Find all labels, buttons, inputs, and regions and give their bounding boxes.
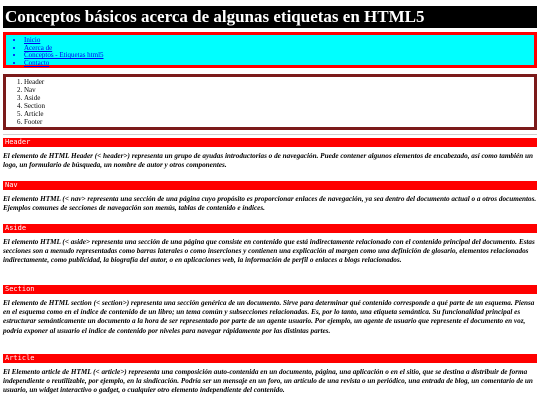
nav-link-contacto[interactable]: Contacto <box>24 58 50 67</box>
section-text-aside: El elemento HTML (< aside> representa una sección de una página que consiste en contenido que está indirectamente relacionado con el contenido principal del documento. Estas secciones son a menudo representadas como barras laterales o como inserciones y contienen una explicación al margen como una definición de glosario, elementos relacionados indirectamente, como publicidad, la biografía del autor, o en aplicaciones web, la información de perfil o enlaces a blogs relacionados. <box>3 238 535 265</box>
nav-item-contacto <box>24 60 104 68</box>
nav-list <box>6 37 104 67</box>
section-text-article: El Elemento article de HTML (< article>) representa una composición auto-contenida en un documento, página, una aplicación o en el sitio, que se destina a distribuir de forma independiente o reutilizable, por ejemplo, en la sindicación. Podría ser un mensaje en un foro, un artículo de una revista o un periódico, una entrada de blog, un comentario de un usuario, un widget interactivo o gadget, o cualquier otro elemento independiente del contenido. <box>3 368 533 395</box>
nav-menu <box>3 32 537 68</box>
section-text-nav: El elemento HTML (< nav> representa una sección de una página cuyo propósito es proporcionar enlaces de navegación, ya sea dentro del documento actual o a otros documentos. Ejemplos comunes de secciones de navegación son menús, tablas de contenido e índices. <box>3 195 537 213</box>
section-heading-article: Article <box>3 354 537 363</box>
section-text-section: El elemento de HTML section (< section>) representa una sección genérica de un documento. Sirve para determinar qué contenido corresponde a qué parte de un esquema. Piensa en el esquema como en el índice de contenido de un libro; un tema común y subsecciones relacionadas. Es, por lo tanto, una etiqueta semántica. Su funcionalidad principal es estructurar semánticamente un documento a la hora de ser representado por parte de un agente usuario. Por ejemplo, un agente de usuario que represente el documento en voz, podría exponer al usuario el índice de contenido por niveles para navegar rápidamente por las distintas partes. <box>3 299 535 335</box>
tags-list-item: 6. Footer <box>24 118 45 126</box>
tags-list-item: 1. Header <box>24 78 45 86</box>
nav-link-inicio[interactable]: Inicio <box>24 36 41 44</box>
section-heading-header: Header <box>3 138 537 147</box>
section-heading-nav: Nav <box>3 181 537 190</box>
tags-list-item: 4. Section <box>24 102 45 110</box>
page-title: Conceptos básicos acerca de algunas etiquetas en HTML5 <box>3 6 537 28</box>
nav-link-acerca[interactable]: Acerca de <box>24 43 53 52</box>
tags-list-item: 3. Aside <box>24 94 45 102</box>
section-heading-section: Section <box>3 285 537 294</box>
nav-link-conceptos[interactable]: Conceptos - Etiquetas html5 <box>24 51 104 59</box>
tags-list <box>6 78 45 126</box>
section-heading-aside: Aside <box>3 224 537 233</box>
tags-list-item: 2. Nav <box>24 86 45 94</box>
section-text-header: El elemento de HTML Header (< header>) representa un grupo de ayudas introductorias o de navegación. Puede contener algunos elementos de encabezado, así como también un logo, un formulario de búsqueda, un nombre de autor y otros componentes. <box>3 152 534 170</box>
tags-list-item: 5. Article <box>24 110 45 118</box>
tags-list-box <box>3 74 537 130</box>
divider <box>3 134 537 135</box>
